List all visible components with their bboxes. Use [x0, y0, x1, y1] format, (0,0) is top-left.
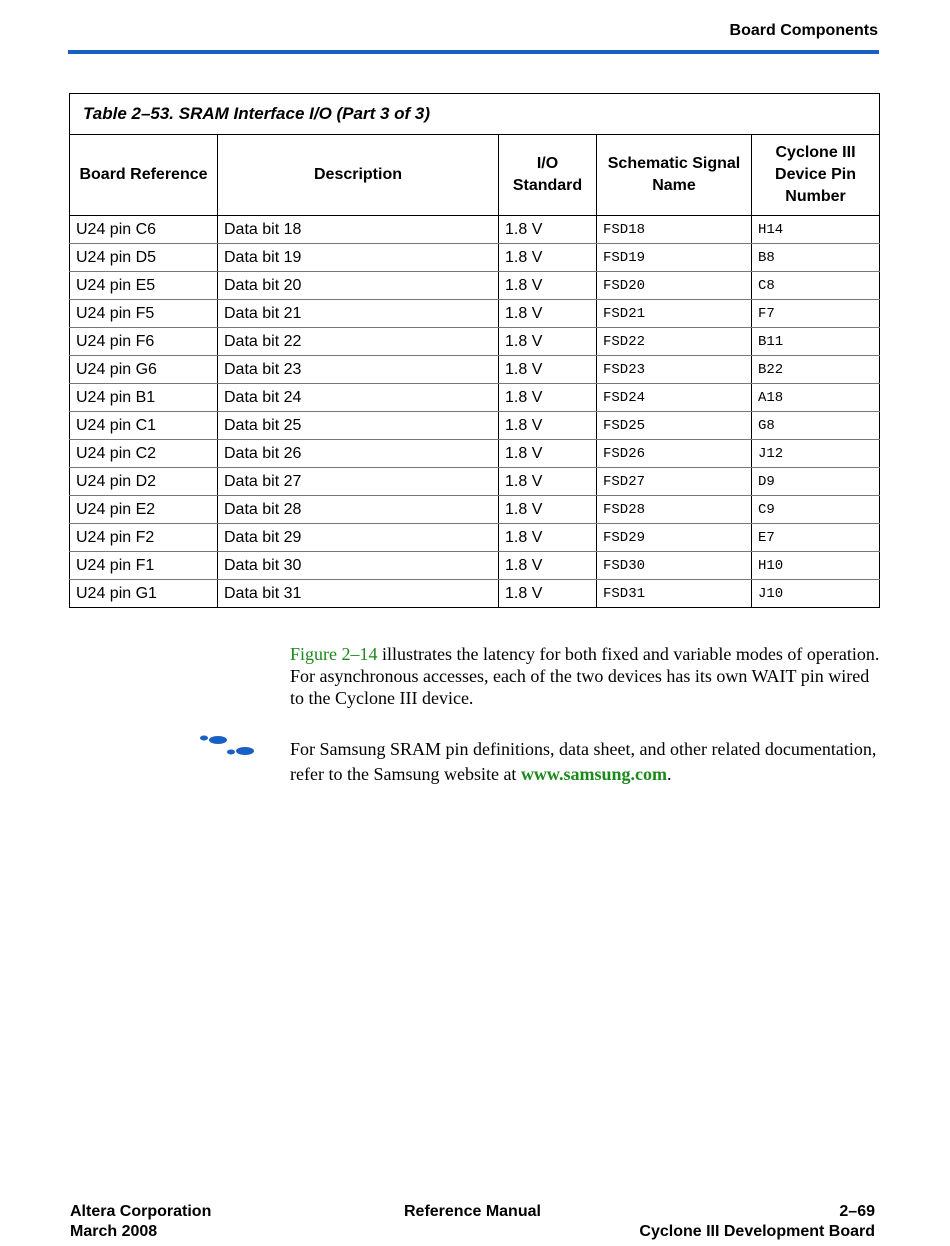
table-cell: 1.8 V [499, 552, 597, 580]
table-cell: FSD29 [597, 524, 752, 552]
samsung-link[interactable]: www.samsung.com [520, 764, 667, 784]
table-caption: Table 2–53. SRAM Interface I/O (Part 3 of 3) [70, 94, 880, 135]
table-row [70, 580, 880, 608]
table-cell: U24 pin C1 [70, 412, 218, 440]
column-header: Description [218, 135, 499, 216]
table-cell: Data bit 28 [218, 496, 499, 524]
footer-manual: Reference Manual [404, 1203, 541, 1220]
column-header: Cyclone III Device Pin Number [752, 135, 880, 216]
table-cell: FSD31 [597, 580, 752, 608]
table-cell: FSD28 [597, 496, 752, 524]
table-cell: 1.8 V [499, 356, 597, 384]
table-row [70, 496, 880, 524]
table-cell: U24 pin D2 [70, 468, 218, 496]
table-cell: E7 [752, 524, 880, 552]
table-cell: B22 [752, 356, 880, 384]
table-row [70, 412, 880, 440]
table-cell: F7 [752, 300, 880, 328]
table-cell: C9 [752, 496, 880, 524]
table-cell: 1.8 V [499, 272, 597, 300]
table-cell: 1.8 V [499, 412, 597, 440]
table-header-row [70, 135, 880, 216]
table-cell: Data bit 22 [218, 328, 499, 356]
footer-page-number: 2–69 [839, 1203, 875, 1220]
table-cell: FSD23 [597, 356, 752, 384]
header-rule [68, 50, 879, 54]
latency-paragraph [290, 643, 880, 709]
table-cell: FSD27 [597, 468, 752, 496]
table-row [70, 300, 880, 328]
table-cell: Data bit 26 [218, 440, 499, 468]
table-cell: 1.8 V [499, 328, 597, 356]
table-row [70, 524, 880, 552]
table-cell: D9 [752, 468, 880, 496]
table-cell: Data bit 29 [218, 524, 499, 552]
table-row [70, 440, 880, 468]
column-header: Schematic Signal Name [597, 135, 752, 216]
table-cell: 1.8 V [499, 384, 597, 412]
table-cell: Data bit 31 [218, 580, 499, 608]
table-cell: FSD25 [597, 412, 752, 440]
table-cell: 1.8 V [499, 524, 597, 552]
table-row [70, 244, 880, 272]
note-text: For Samsung SRAM pin definitions, data sheet, and other related documentation, refer to the Samsung website at [290, 739, 877, 784]
footer-left [70, 1202, 211, 1242]
table-cell: FSD21 [597, 300, 752, 328]
table-cell: U24 pin E2 [70, 496, 218, 524]
table-cell: 1.8 V [499, 440, 597, 468]
samsung-note [290, 737, 880, 787]
table-cell: 1.8 V [499, 300, 597, 328]
running-header-title: Board Components [729, 22, 878, 39]
table-cell: A18 [752, 384, 880, 412]
table-cell: FSD19 [597, 244, 752, 272]
table-cell: Data bit 20 [218, 272, 499, 300]
table-cell: U24 pin D5 [70, 244, 218, 272]
table-cell: B11 [752, 328, 880, 356]
footer-date: March 2008 [70, 1223, 158, 1240]
table-cell: 1.8 V [499, 244, 597, 272]
table-cell: FSD20 [597, 272, 752, 300]
table-row [70, 328, 880, 356]
table-cell: U24 pin G1 [70, 580, 218, 608]
note-end: . [666, 764, 672, 784]
table-cell: Data bit 23 [218, 356, 499, 384]
table-cell: 1.8 V [499, 496, 597, 524]
table-cell: B8 [752, 244, 880, 272]
table-cell: C8 [752, 272, 880, 300]
table-cell: Data bit 30 [218, 552, 499, 580]
table-cell: FSD24 [597, 384, 752, 412]
footer-center [404, 1202, 541, 1222]
column-header: I/O Standard [499, 135, 597, 216]
table-cell: J12 [752, 440, 880, 468]
latency-text: illustrates the latency for both fixed and variable modes of operation. For asynchronous accesses, each of the two devices has its own WAIT pin wired to the Cyclone III device. [290, 644, 880, 708]
table-cell: FSD22 [597, 328, 752, 356]
table-row [70, 216, 880, 244]
figure-link[interactable]: Figure 2–14 [290, 644, 378, 664]
table-cell: Data bit 21 [218, 300, 499, 328]
table-cell: J10 [752, 580, 880, 608]
table-cell: Data bit 25 [218, 412, 499, 440]
footer-board-name: Cyclone III Development Board [639, 1223, 875, 1240]
table-cell: U24 pin F2 [70, 524, 218, 552]
table-row [70, 552, 880, 580]
footer-company: Altera Corporation [70, 1203, 212, 1220]
table-cell: U24 pin F6 [70, 328, 218, 356]
table-row [70, 272, 880, 300]
table-cell: U24 pin F1 [70, 552, 218, 580]
column-header: Board Reference [70, 135, 218, 216]
table-row [70, 356, 880, 384]
table-cell: H14 [752, 216, 880, 244]
table-cell: Data bit 19 [218, 244, 499, 272]
table-cell: H10 [752, 552, 880, 580]
table-cell: FSD30 [597, 552, 752, 580]
table-cell: Data bit 24 [218, 384, 499, 412]
sram-io-table-container [69, 93, 879, 608]
footprints-icon [198, 734, 256, 763]
table-cell: U24 pin B1 [70, 384, 218, 412]
table-cell: FSD18 [597, 216, 752, 244]
table-cell: U24 pin F5 [70, 300, 218, 328]
table-cell: U24 pin E5 [70, 272, 218, 300]
table-cell: 1.8 V [499, 216, 597, 244]
table-cell: Data bit 27 [218, 468, 499, 496]
table-cell: U24 pin C2 [70, 440, 218, 468]
sram-io-table [69, 93, 880, 608]
table-cell: U24 pin C6 [70, 216, 218, 244]
table-row [70, 384, 880, 412]
table-cell: Data bit 18 [218, 216, 499, 244]
table-cell: 1.8 V [499, 468, 597, 496]
table-row [70, 468, 880, 496]
table-cell: U24 pin G6 [70, 356, 218, 384]
table-cell: 1.8 V [499, 580, 597, 608]
table-cell: FSD26 [597, 440, 752, 468]
table-body [70, 216, 880, 608]
footer-right [639, 1202, 875, 1242]
table-cell: G8 [752, 412, 880, 440]
